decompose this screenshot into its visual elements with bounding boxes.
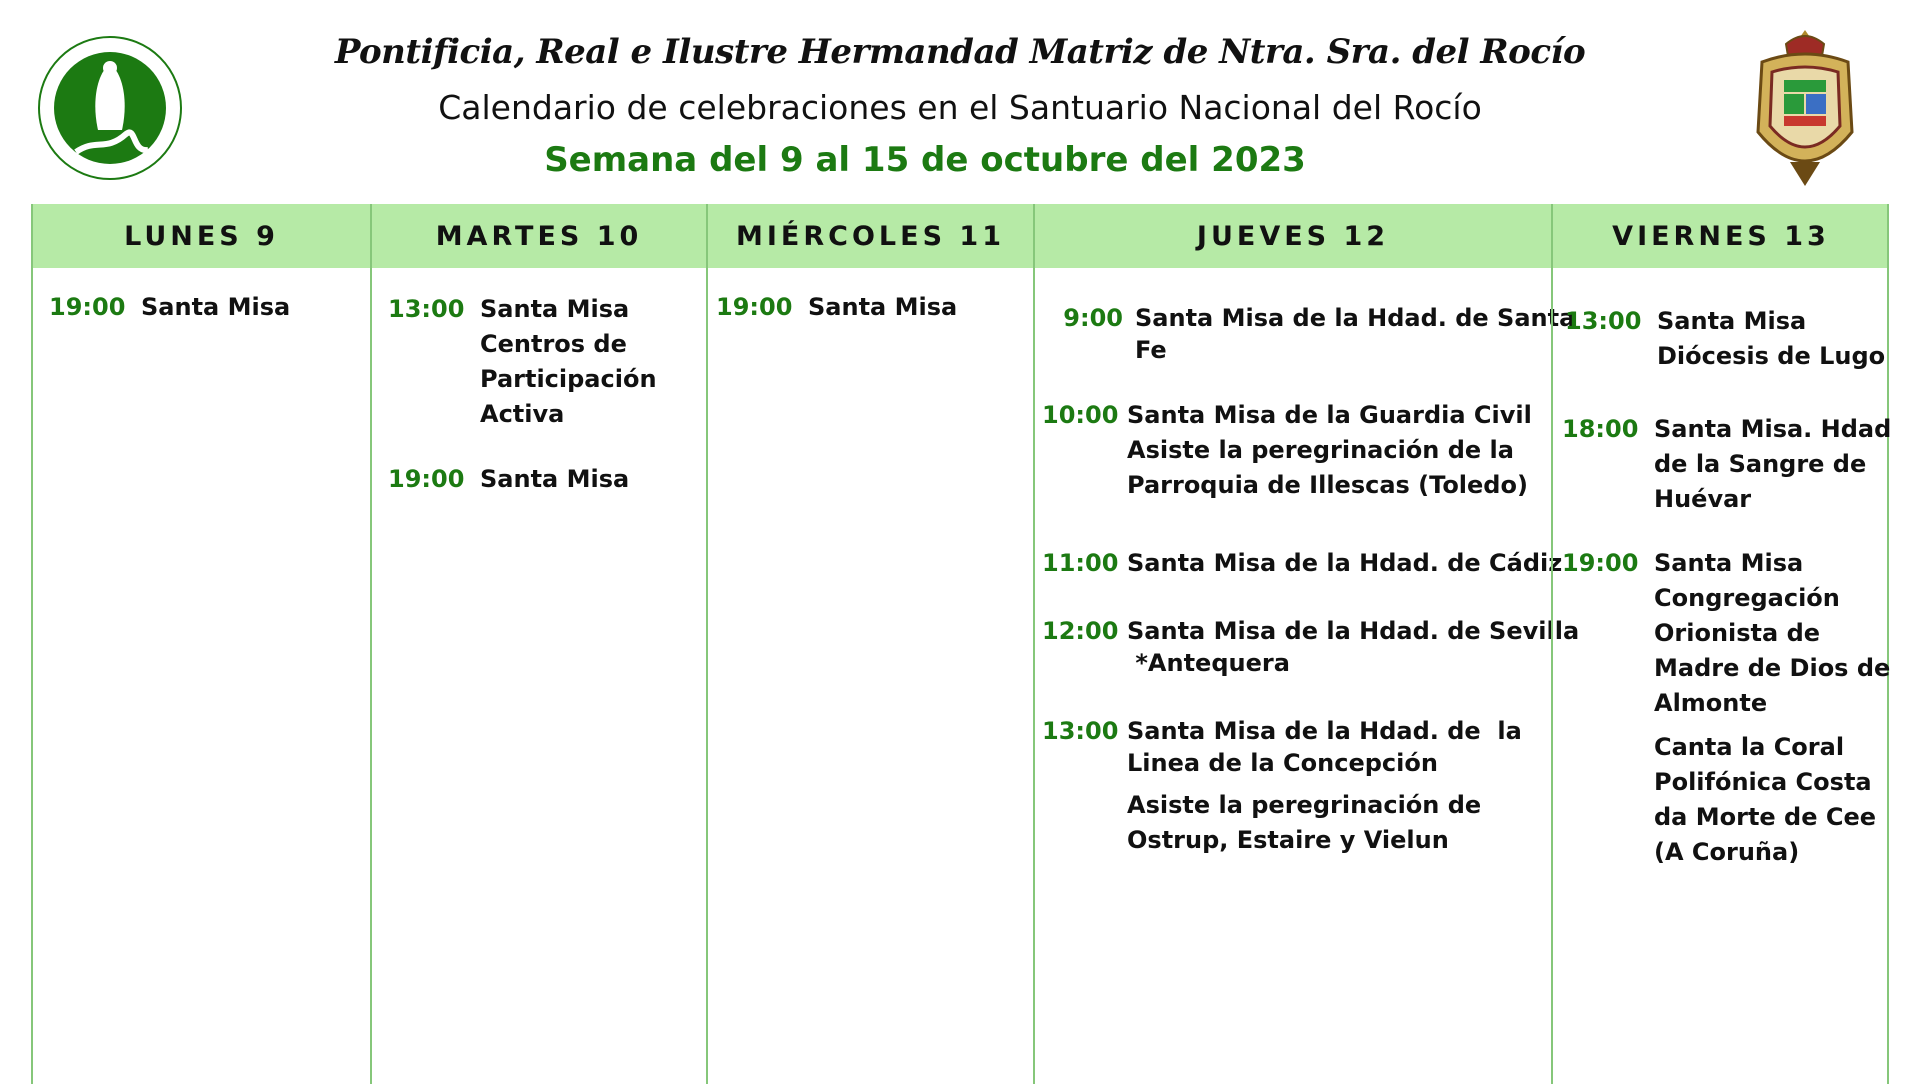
event-line: Almonte xyxy=(1654,689,1768,717)
day-header: MIÉRCOLES 11 xyxy=(736,221,1005,252)
day-header: LUNES 9 xyxy=(124,221,279,252)
event-line: Diócesis de Lugo xyxy=(1657,342,1886,370)
event-line: de la Sangre de xyxy=(1654,450,1867,478)
event-line: Santa Misa xyxy=(480,465,630,493)
day-column-friday xyxy=(1551,204,1892,1084)
event-line: Linea de la Concepción xyxy=(1127,749,1438,777)
event-description xyxy=(1127,546,1562,581)
event-time: 13:00 xyxy=(388,295,465,323)
event-time: 13:00 xyxy=(1042,717,1119,745)
event-line: Ostrup, Estaire y Vielun xyxy=(1127,826,1449,854)
schedule-event xyxy=(388,292,657,432)
event-time: 18:00 xyxy=(1562,415,1639,443)
schedule-event xyxy=(1565,304,1885,374)
event-line: Participación xyxy=(480,365,657,393)
event-description xyxy=(1127,788,1481,858)
event-description xyxy=(1654,730,1876,870)
event-description xyxy=(1127,715,1522,779)
event-description xyxy=(1127,398,1532,503)
event-line: Santa Misa xyxy=(1657,307,1807,335)
brotherhood-title: Pontificia, Real e Ilustre Hermandad Matriz de Ntra. Sra. del Rocío xyxy=(334,32,1586,72)
event-line: Congregación xyxy=(1654,584,1840,612)
event-line: Madre de Dios de xyxy=(1654,654,1891,682)
event-line: Canta la Coral xyxy=(1654,733,1845,761)
event-description xyxy=(480,462,629,497)
event-line: Polifónica Costa xyxy=(1654,768,1872,796)
schedule-event xyxy=(1562,546,1890,721)
day-column-wednesday xyxy=(706,204,1033,1084)
event-description xyxy=(1654,546,1890,721)
weekly-schedule-table xyxy=(31,204,1892,1084)
event-time: 12:00 xyxy=(1042,617,1119,645)
event-line: Santa Misa xyxy=(141,293,291,321)
day-header: JUEVES 12 xyxy=(1196,221,1390,252)
schedule-event xyxy=(1051,302,1575,366)
event-line: Activa xyxy=(480,400,565,428)
schedule-event-note xyxy=(1127,788,1481,858)
event-line: (A Coruña) xyxy=(1654,838,1800,866)
event-description xyxy=(808,290,957,325)
event-line: Asiste la peregrinación de la xyxy=(1127,436,1514,464)
schedule-event-note xyxy=(1654,730,1876,870)
event-line: Santa Misa xyxy=(480,295,630,323)
schedule-event xyxy=(716,290,957,325)
event-line: Santa Misa de la Hdad. de la xyxy=(1127,717,1522,745)
calendar-subtitle: Calendario de celebraciones en el Santuario Nacional del Rocío xyxy=(438,88,1482,127)
schedule-event xyxy=(49,290,290,325)
event-description xyxy=(1127,615,1579,679)
event-line: Santa Misa de la Hdad. de Sevilla xyxy=(1127,617,1580,645)
event-line: Santa Misa xyxy=(1654,549,1804,577)
event-time: 19:00 xyxy=(49,293,126,321)
schedule-event xyxy=(1042,715,1522,779)
event-line: Santa Misa de la Hdad. de Cádiz xyxy=(1127,549,1563,577)
event-line: Santa Misa. Hdad xyxy=(1654,415,1892,443)
event-line: Centros de xyxy=(480,330,627,358)
schedule-event xyxy=(388,462,629,497)
day-column-monday xyxy=(33,204,370,1084)
event-time: 9:00 xyxy=(1063,304,1123,332)
event-line: da Morte de Cee xyxy=(1654,803,1877,831)
schedule-event xyxy=(1562,412,1891,517)
event-time: 19:00 xyxy=(388,465,465,493)
schedule-event xyxy=(1042,615,1579,679)
event-time: 19:00 xyxy=(716,293,793,321)
day-header: VIERNES 13 xyxy=(1612,221,1830,252)
day-column-thursday xyxy=(1033,204,1580,1084)
event-line: Huévar xyxy=(1654,485,1752,513)
day-column-tuesday xyxy=(370,204,706,1084)
event-time: 19:00 xyxy=(1562,549,1639,577)
schedule-event xyxy=(1042,546,1562,581)
week-range: Semana del 9 al 15 de octubre del 2023 xyxy=(544,140,1306,180)
event-time: 10:00 xyxy=(1042,401,1119,429)
event-line: Parroquia de Illescas (Toledo) xyxy=(1127,471,1528,499)
event-line: Santa Misa de la Guardia Civil xyxy=(1127,401,1532,429)
event-line: Orionista de xyxy=(1654,619,1821,647)
event-line: Asiste la peregrinación de xyxy=(1127,791,1482,819)
event-line: Santa Misa de la Hdad. de Santa xyxy=(1135,304,1576,332)
event-line: *Antequera xyxy=(1127,649,1290,677)
event-description xyxy=(1654,412,1891,517)
event-time: 11:00 xyxy=(1042,549,1119,577)
schedule-event xyxy=(1042,398,1532,503)
event-description xyxy=(1135,302,1575,366)
event-line: Fe xyxy=(1135,336,1167,364)
event-description xyxy=(480,292,657,432)
event-description xyxy=(1657,304,1885,374)
day-header: MARTES 10 xyxy=(435,221,643,252)
event-line: Santa Misa xyxy=(808,293,958,321)
event-description xyxy=(141,290,290,325)
event-time: 13:00 xyxy=(1565,307,1642,335)
